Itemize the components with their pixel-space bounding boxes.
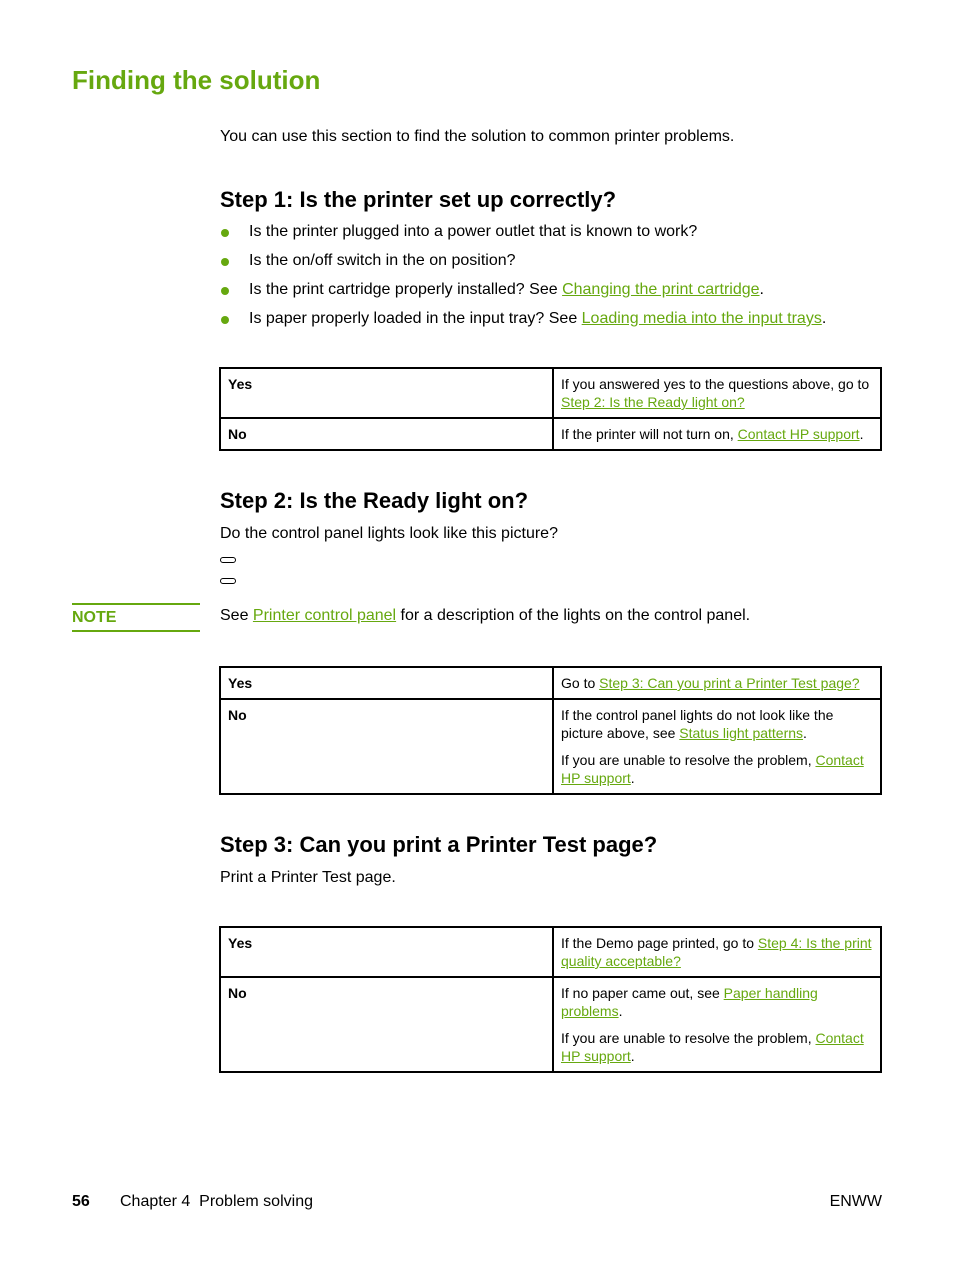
paper-handling-problems-link[interactable]: Paper handling problems (561, 985, 818, 1019)
page-number: 56 (72, 1193, 90, 1210)
step3-link[interactable]: Step 3: Can you print a Printer Test page? (599, 675, 860, 691)
ready-light-icon (220, 557, 236, 563)
step3-heading: Step 3: Can you print a Printer Test page? (220, 832, 658, 857)
no-label: No (220, 418, 553, 450)
list-item: Is the printer plugged into a power outlet that is known to work? (220, 222, 826, 251)
step1-checklist (220, 222, 826, 338)
no-cell: If the control panel lights do not look like the picture above, see Status light patterns. If you are unable to resolve the problem, Contact HP support. (553, 699, 881, 794)
bullet-icon (221, 229, 229, 237)
step2-heading: Step 2: Is the Ready light on? (220, 488, 529, 513)
yes-label: Yes (220, 927, 553, 977)
no-label: No (220, 699, 553, 794)
attention-light-icon (220, 578, 236, 584)
step2-decision-table (219, 666, 882, 795)
note-text: See Printer control panel for a description of the lights on the control panel. (220, 607, 751, 624)
no-label: No (220, 977, 553, 1072)
step3-decision-table (219, 926, 882, 1073)
bullet-icon (221, 287, 229, 295)
chapter-title: Chapter 4 Problem solving (120, 1193, 313, 1210)
page-title: Finding the solution (72, 65, 321, 95)
list-item: Is the on/off switch in the on position? (220, 251, 826, 280)
bullet-icon (221, 316, 229, 324)
table-row (220, 368, 881, 418)
step1-heading: Step 1: Is the printer set up correctly? (220, 187, 617, 212)
yes-label: Yes (220, 667, 553, 699)
step2-question: Do the control panel lights look like this picture? (220, 525, 558, 542)
no-cell: If the printer will not turn on, Contact HP support. (553, 418, 881, 450)
no-cell: If no paper came out, see Paper handling problems. If you are unable to resolve the problem, Contact HP support. (553, 977, 881, 1072)
printer-control-panel-link[interactable]: Printer control panel (252, 607, 397, 624)
changing-print-cartridge-link[interactable]: Changing the print cartridge (562, 281, 760, 298)
table-row (220, 418, 881, 450)
contact-hp-support-link[interactable]: Contact HP support (561, 752, 864, 786)
bullet-icon (221, 258, 229, 266)
footer-right-label: ENWW (829, 1193, 882, 1210)
yes-cell: If you answered yes to the questions above, go to Step 2: Is the Ready light on? (553, 368, 881, 418)
yes-cell: Go to Step 3: Can you print a Printer Test page? (553, 667, 881, 699)
yes-cell: If the Demo page printed, go to Step 4: Is the print quality acceptable? (553, 927, 881, 977)
note-label: NOTE (72, 603, 200, 632)
table-row (220, 667, 881, 699)
contact-hp-support-link[interactable]: Contact HP support (737, 426, 860, 442)
status-light-patterns-link[interactable]: Status light patterns (679, 725, 804, 741)
loading-media-link[interactable]: Loading media into the input trays (581, 310, 822, 327)
table-row (220, 699, 881, 794)
list-item: Is the print cartridge properly installed? See Changing the print cartridge. (220, 280, 826, 309)
contact-hp-support-link[interactable]: Contact HP support (561, 1030, 864, 1064)
table-row (220, 927, 881, 977)
intro-text: You can use this section to find the solution to common printer problems. (220, 128, 735, 145)
step4-link[interactable]: Step 4: Is the print quality acceptable? (561, 935, 872, 969)
step1-decision-table (219, 367, 882, 451)
step2-link[interactable]: Step 2: Is the Ready light on? (561, 394, 745, 410)
yes-label: Yes (220, 368, 553, 418)
table-row (220, 977, 881, 1072)
list-item: Is paper properly loaded in the input tray? See Loading media into the input trays. (220, 309, 826, 338)
step3-instruction: Print a Printer Test page. (220, 869, 396, 886)
